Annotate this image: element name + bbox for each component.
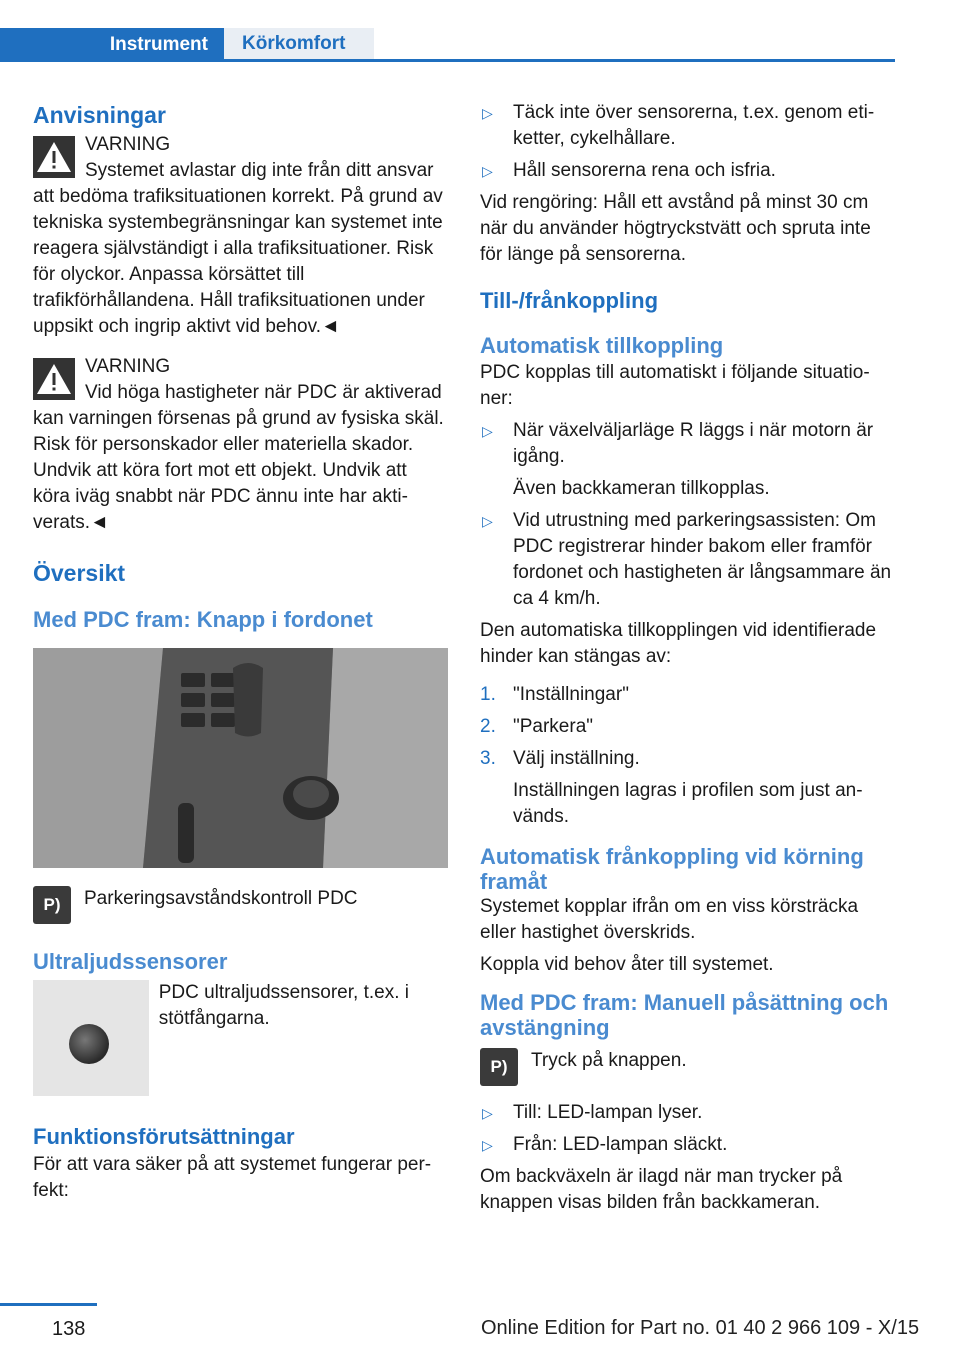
icon-caption-row [33, 886, 448, 924]
warning-1 [33, 132, 448, 340]
warning-triangle-icon [33, 136, 75, 178]
pdc-button-icon: P) [480, 1048, 518, 1086]
pdc-button-icon: P) [33, 886, 71, 924]
step-item: 3. Välj inställning. [480, 748, 640, 769]
bullet-triangle-icon: ▷ [482, 1105, 493, 1121]
tryck-row [480, 1048, 895, 1086]
sensor-dot [69, 1024, 109, 1064]
step-item: 2. "Parkera" [480, 716, 594, 737]
header-rule [0, 59, 895, 62]
warning-1-text: Systemet avlastar dig inte från ditt ansvar att bedöma trafiksituationen korrekt. På grund av tekniska systembegränsningar kan systemet inte reagera självständigt i alla trafiksituationer. Risk för olyckor. Anpassa körsättet till trafikförhållandena. Håll trafiksituationen under uppsikt och ingrip aktivt vid behov.◄ [33, 160, 443, 337]
bullet-triangle-icon: ▷ [482, 423, 493, 439]
p-auto-till: PDC kopplas till automatiskt i följande situationer: [480, 362, 870, 409]
heading-funktion: Funktionsförutsättningar [33, 1124, 295, 1149]
p-auto-fran: Systemet kopplar ifrån om en viss körsträcka eller hastighet överskrids. [480, 896, 859, 943]
edition-text: Online Edition for Part no. 01 40 2 966 109 - X/15 [481, 1317, 920, 1339]
bullet-triangle-icon: ▷ [482, 1137, 493, 1153]
p-rengoring: Vid rengöring: Håll ett avstånd på minst 30 cm när du använder högtryckstvätt och spruta inte för länge på sensorerna. [480, 192, 871, 265]
footer-rule [0, 1303, 97, 1306]
step3-sub: Inställningen lagras i profilen som just används. [513, 780, 863, 827]
tryck-text: Tryck på knappen. [531, 1050, 687, 1071]
console-illustration [33, 648, 448, 868]
list-item: ▷ När växelväljarläge R läggs i när motorn är igång. [482, 420, 874, 467]
funktion-text: För att vara säker på att systemet fungerar perfekt: [33, 1154, 432, 1201]
bullet-r-sub: Även backkameran tillkopplas. [513, 478, 770, 499]
bullet-triangle-icon: ▷ [482, 163, 493, 179]
heading-auto-till: Automatisk tillkoppling [480, 333, 724, 358]
heading-ultraljud: Ultraljudssensorer [33, 949, 228, 974]
chapter-tabs [0, 28, 895, 61]
list-item: ▷ Vid utrustning med parkeringsassisten: Om PDC registrerar hinder bakom eller framför fordonet och hastigheten är långsammare än ca 4 km/h. [482, 510, 892, 609]
bullet-triangle-icon: ▷ [482, 105, 493, 121]
list-item: ▷ Täck inte över sensorerna, t.ex. genom etiketter, cykelhållare. [482, 102, 875, 149]
ultra-row [33, 980, 448, 1096]
left-column [33, 100, 448, 1204]
page-number: 138 [52, 1318, 86, 1340]
ultra-text: PDC ultraljudssensorer, t.ex. i stötfångarna. [158, 982, 409, 1029]
heading-oversikt: Översikt [33, 560, 126, 586]
heading-till-fran: Till-/frånkoppling [480, 288, 659, 313]
warning-1-title: VARNING [85, 134, 171, 155]
p-identifi: Den automatiska tillkopplingen vid identifierade hinder kan stängas av: [480, 620, 877, 667]
p-backvaxel: Om backväxeln är ilagd när man trycker på knappen visas bilden från backkameran. [480, 1166, 843, 1213]
warning-triangle-icon [33, 358, 75, 400]
heading-manuell: Med PDC fram: Manuell påsättning och avstängning [480, 990, 889, 1040]
console-photo [33, 648, 448, 868]
step-item: 1. "Inställningar" [480, 684, 629, 705]
list-item: ▷ Till: LED-lampan lyser. [480, 1100, 895, 1126]
heading-auto-fran: Automatisk frånkoppling vid körning framåt [480, 844, 864, 894]
warning-2-text: Vid höga hastigheter när PDC är aktiverad kan varningen försenas på grund av fysiska skäl. Risk för personskador eller materiella skador. Undvik att köra fort mot ett objekt. Undvik att köra iväg snabbt när PDC ännu inte har aktiverats.◄ [33, 382, 444, 533]
right-column [480, 100, 895, 1222]
heading-med-pdc-knapp: Med PDC fram: Knapp i fordonet [33, 607, 373, 632]
sensor-photo [33, 980, 149, 1096]
heading-anvisningar: Anvisningar [33, 102, 166, 128]
p-koppla: Koppla vid behov åter till systemet. [480, 954, 774, 975]
list-item: ▷ Håll sensorerna rena och isfria. [480, 158, 895, 184]
warning-2 [33, 354, 448, 536]
icon-caption: Parkeringsavståndskontroll PDC [84, 888, 358, 909]
list-item: ▷ Från: LED-lampan släckt. [480, 1132, 895, 1158]
warning-2-title: VARNING [85, 356, 171, 377]
tab-instrument[interactable]: Instrument [0, 28, 224, 61]
bullet-triangle-icon: ▷ [482, 513, 493, 529]
tab-korkomfort[interactable]: Körkomfort [224, 28, 374, 59]
